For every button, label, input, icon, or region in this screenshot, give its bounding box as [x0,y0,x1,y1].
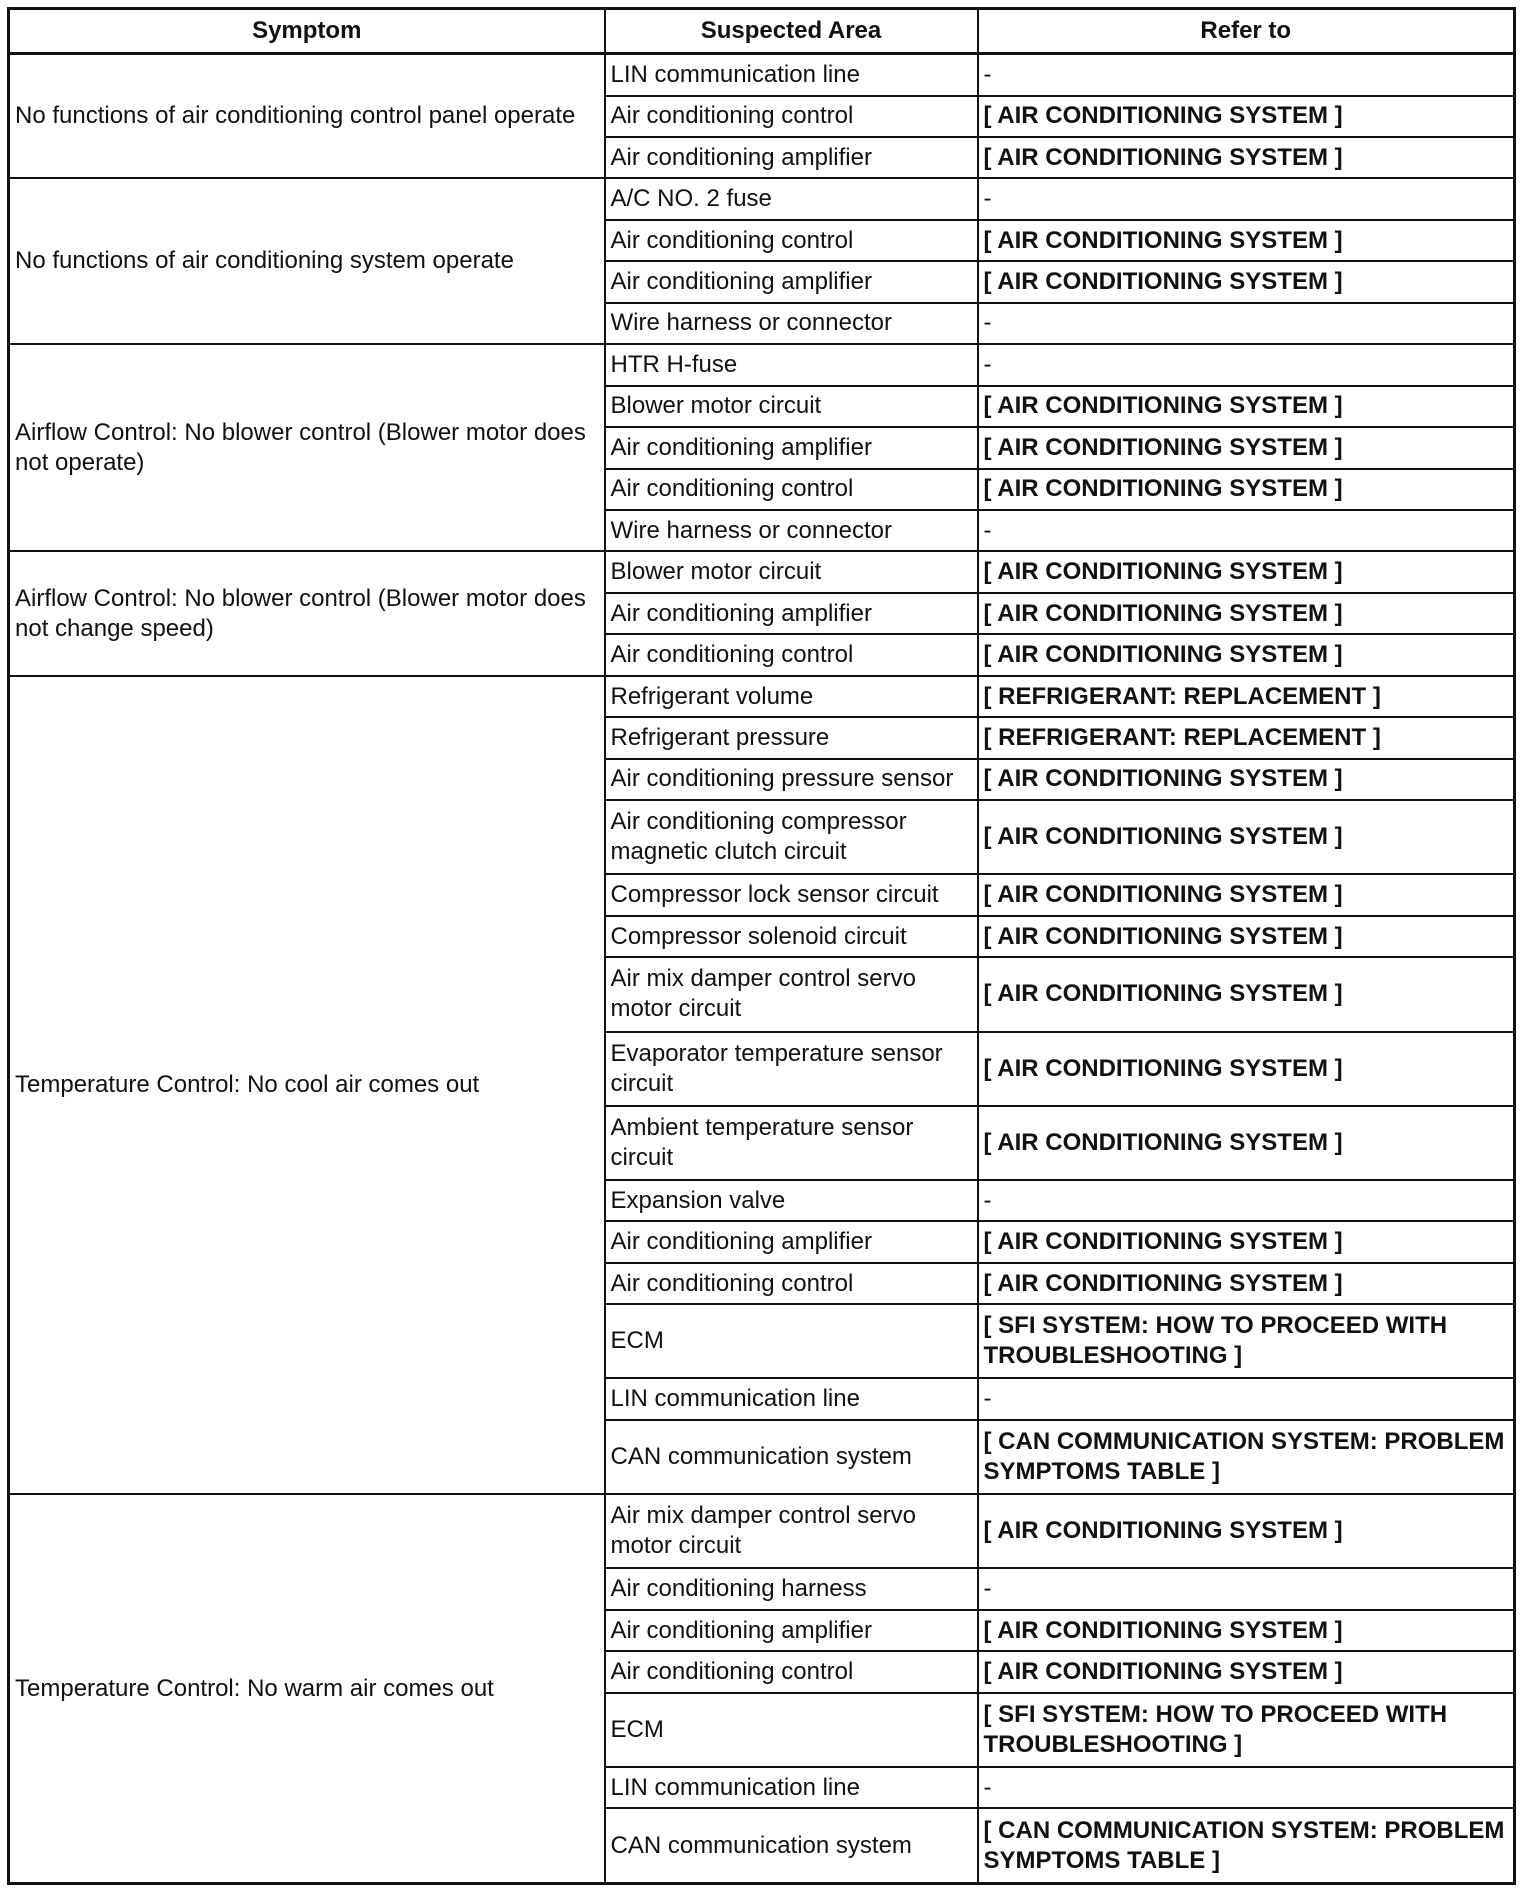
suspected-area-cell: LIN communication line [605,1767,978,1808]
suspected-area-cell: A/C NO. 2 fuse [605,178,978,219]
suspected-area-cell: Air conditioning control [605,634,978,675]
refer-to-link[interactable]: [ AIR CONDITIONING SYSTEM ] [978,634,1515,675]
table-row [9,1494,1515,1568]
refer-to-link[interactable]: [ AIR CONDITIONING SYSTEM ] [978,759,1515,800]
refer-to-cell-empty: - [978,344,1515,385]
suspected-area-cell: Air conditioning pressure sensor [605,759,978,800]
suspected-area-cell: ECM [605,1693,978,1767]
table-row [9,178,1515,219]
refer-to-link[interactable]: [ SFI SYSTEM: HOW TO PROCEED WITH TROUBLESHOOTING ] [978,1304,1515,1378]
refer-to-link[interactable]: [ AIR CONDITIONING SYSTEM ] [978,427,1515,468]
suspected-area-cell: Wire harness or connector [605,510,978,551]
refer-to-cell-empty: - [978,1568,1515,1609]
suspected-area-cell: Air conditioning harness [605,1568,978,1609]
suspected-area-cell: Air conditioning control [605,220,978,261]
suspected-area-cell: Air conditioning control [605,1651,978,1692]
suspected-area-cell: CAN communication system [605,1420,978,1494]
refer-to-link[interactable]: [ CAN COMMUNICATION SYSTEM: PROBLEM SYMPTOMS TABLE ] [978,1808,1515,1883]
suspected-area-cell: Air conditioning control [605,469,978,510]
refer-to-link[interactable]: [ AIR CONDITIONING SYSTEM ] [978,1610,1515,1651]
symptom-cell: No functions of air conditioning control panel operate [9,54,605,179]
suspected-area-cell: Refrigerant pressure [605,717,978,758]
refer-to-link[interactable]: [ AIR CONDITIONING SYSTEM ] [978,916,1515,957]
table-row [9,54,1515,96]
problem-symptoms-table [7,7,1516,1885]
suspected-area-cell: Evaporator temperature sensor circuit [605,1032,978,1106]
suspected-area-cell: Ambient temperature sensor circuit [605,1106,978,1180]
suspected-area-cell: LIN communication line [605,54,978,96]
header-suspected-area: Suspected Area [605,9,978,54]
refer-to-link[interactable]: [ AIR CONDITIONING SYSTEM ] [978,1221,1515,1262]
suspected-area-cell: Air conditioning control [605,96,978,137]
suspected-area-cell: LIN communication line [605,1378,978,1419]
refer-to-cell-empty: - [978,303,1515,344]
refer-to-link[interactable]: [ AIR CONDITIONING SYSTEM ] [978,1651,1515,1692]
refer-to-link[interactable]: [ AIR CONDITIONING SYSTEM ] [978,96,1515,137]
suspected-area-cell: HTR H-fuse [605,344,978,385]
refer-to-link[interactable]: [ AIR CONDITIONING SYSTEM ] [978,1494,1515,1568]
refer-to-link[interactable]: [ AIR CONDITIONING SYSTEM ] [978,137,1515,178]
suspected-area-cell: CAN communication system [605,1808,978,1883]
refer-to-link[interactable]: [ AIR CONDITIONING SYSTEM ] [978,957,1515,1031]
suspected-area-cell: Air conditioning amplifier [605,1221,978,1262]
refer-to-link[interactable]: [ AIR CONDITIONING SYSTEM ] [978,386,1515,427]
refer-to-link[interactable]: [ AIR CONDITIONING SYSTEM ] [978,551,1515,592]
symptom-cell: No functions of air conditioning system operate [9,178,605,344]
refer-to-link[interactable]: [ REFRIGERANT: REPLACEMENT ] [978,717,1515,758]
symptom-cell: Temperature Control: No warm air comes out [9,1494,605,1883]
suspected-area-cell: Expansion valve [605,1180,978,1221]
suspected-area-cell: Air conditioning amplifier [605,1610,978,1651]
refer-to-link[interactable]: [ SFI SYSTEM: HOW TO PROCEED WITH TROUBLESHOOTING ] [978,1693,1515,1767]
table-row [9,344,1515,385]
refer-to-link[interactable]: [ AIR CONDITIONING SYSTEM ] [978,469,1515,510]
suspected-area-cell: Compressor lock sensor circuit [605,874,978,915]
table-row [9,551,1515,592]
refer-to-link[interactable]: [ AIR CONDITIONING SYSTEM ] [978,1263,1515,1304]
suspected-area-cell: Air conditioning compressor magnetic clutch circuit [605,800,978,874]
refer-to-link[interactable]: [ AIR CONDITIONING SYSTEM ] [978,593,1515,634]
suspected-area-cell: Air mix damper control servo motor circuit [605,1494,978,1568]
suspected-area-cell: Air conditioning amplifier [605,137,978,178]
refer-to-cell-empty: - [978,1180,1515,1221]
refer-to-cell-empty: - [978,54,1515,96]
suspected-area-cell: Refrigerant volume [605,676,978,717]
refer-to-cell-empty: - [978,510,1515,551]
symptom-cell: Airflow Control: No blower control (Blower motor does not operate) [9,344,605,551]
suspected-area-cell: Air conditioning amplifier [605,593,978,634]
refer-to-link[interactable]: [ AIR CONDITIONING SYSTEM ] [978,261,1515,302]
symptom-cell: Temperature Control: No cool air comes out [9,676,605,1494]
suspected-area-cell: Blower motor circuit [605,386,978,427]
refer-to-link[interactable]: [ AIR CONDITIONING SYSTEM ] [978,1032,1515,1106]
symptom-cell: Airflow Control: No blower control (Blower motor does not change speed) [9,551,605,675]
suspected-area-cell: Air conditioning amplifier [605,427,978,468]
refer-to-link[interactable]: [ CAN COMMUNICATION SYSTEM: PROBLEM SYMPTOMS TABLE ] [978,1420,1515,1494]
suspected-area-cell: Compressor solenoid circuit [605,916,978,957]
suspected-area-cell: Blower motor circuit [605,551,978,592]
table-body [9,54,1515,1884]
suspected-area-cell: Air conditioning control [605,1263,978,1304]
refer-to-cell-empty: - [978,1378,1515,1419]
header-refer-to: Refer to [978,9,1515,54]
suspected-area-cell: Air mix damper control servo motor circuit [605,957,978,1031]
refer-to-cell-empty: - [978,1767,1515,1808]
header-symptom: Symptom [9,9,605,54]
refer-to-link[interactable]: [ AIR CONDITIONING SYSTEM ] [978,800,1515,874]
suspected-area-cell: Wire harness or connector [605,303,978,344]
refer-to-link[interactable]: [ AIR CONDITIONING SYSTEM ] [978,220,1515,261]
table-row [9,676,1515,717]
table-header-row [9,9,1515,54]
refer-to-cell-empty: - [978,178,1515,219]
refer-to-link[interactable]: [ AIR CONDITIONING SYSTEM ] [978,874,1515,915]
suspected-area-cell: Air conditioning amplifier [605,261,978,302]
suspected-area-cell: ECM [605,1304,978,1378]
refer-to-link[interactable]: [ REFRIGERANT: REPLACEMENT ] [978,676,1515,717]
refer-to-link[interactable]: [ AIR CONDITIONING SYSTEM ] [978,1106,1515,1180]
